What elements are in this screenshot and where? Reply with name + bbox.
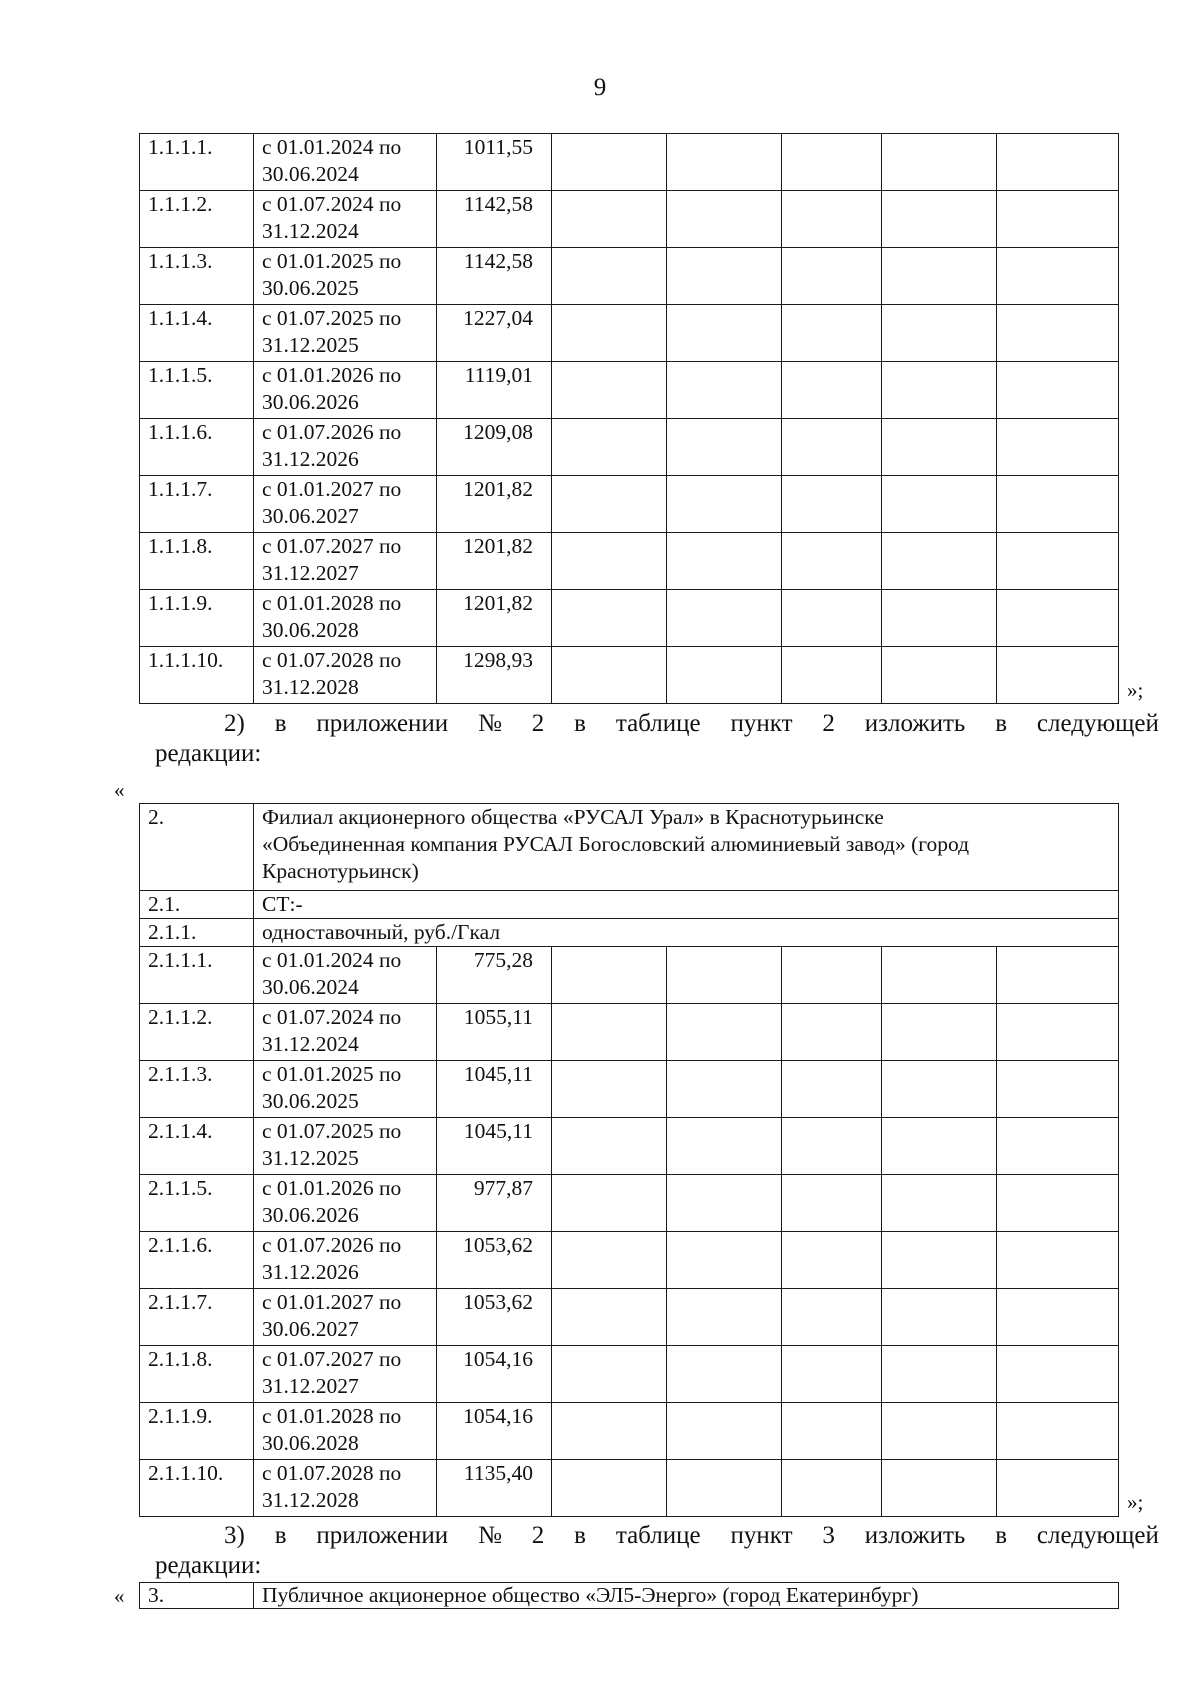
period-end: 30.06.2025 — [262, 1089, 359, 1113]
empty-cell — [782, 1460, 882, 1517]
empty-cell — [667, 947, 782, 1004]
period-start: с 01.07.2025 по — [262, 306, 402, 330]
period-end: 30.06.2025 — [262, 276, 359, 300]
table-row — [140, 419, 1119, 476]
period-cell — [254, 305, 437, 362]
period-cell — [254, 1118, 437, 1175]
table-2-subsection-row — [140, 891, 1119, 919]
tariff-table-3 — [139, 1582, 1119, 1609]
empty-cell — [782, 248, 882, 305]
period-end: 30.06.2024 — [262, 975, 359, 999]
empty-cell — [782, 590, 882, 647]
empty-cell — [667, 590, 782, 647]
row-number: 1.1.1.6. — [140, 419, 254, 476]
empty-cell — [997, 1175, 1119, 1232]
period-cell — [254, 1346, 437, 1403]
page-number: 9 — [593, 74, 607, 101]
empty-cell — [782, 1289, 882, 1346]
tariff-value: 1135,40 — [437, 1460, 552, 1517]
period-start: с 01.07.2024 по — [262, 192, 402, 216]
empty-cell — [667, 476, 782, 533]
period-cell — [254, 1004, 437, 1061]
paragraph-3-marker: 3) — [224, 1522, 245, 1549]
closing-quote-2: »; — [1127, 1490, 1144, 1514]
empty-cell — [882, 1403, 997, 1460]
paragraph-word: приложении — [316, 710, 449, 737]
table-row — [140, 1118, 1119, 1175]
tariff-value: 1201,82 — [437, 533, 552, 590]
table-row — [140, 248, 1119, 305]
empty-cell — [782, 191, 882, 248]
period-end: 31.12.2024 — [262, 1032, 359, 1056]
paragraph-2-line-2: редакции: — [155, 740, 262, 767]
empty-cell — [552, 533, 667, 590]
period-start: с 01.01.2024 по — [262, 135, 402, 159]
row-number: 1.1.1.4. — [140, 305, 254, 362]
empty-cell — [552, 1346, 667, 1403]
row-number: 2.1.1.7. — [140, 1289, 254, 1346]
empty-cell — [997, 305, 1119, 362]
empty-cell — [882, 248, 997, 305]
paragraph-word: следующей — [1036, 710, 1159, 737]
table-row — [140, 191, 1119, 248]
tariff-value: 1053,62 — [437, 1289, 552, 1346]
empty-cell — [997, 476, 1119, 533]
period-end: 30.06.2028 — [262, 618, 359, 642]
period-start: с 01.01.2026 по — [262, 363, 402, 387]
empty-cell — [997, 1403, 1119, 1460]
empty-cell — [552, 419, 667, 476]
tariff-value: 1011,55 — [437, 134, 552, 191]
paragraph-word: 2 — [531, 710, 545, 737]
table-row — [140, 134, 1119, 191]
tariff-value: 1298,93 — [437, 647, 552, 704]
paragraph-word: 2 — [531, 1522, 545, 1549]
empty-cell — [552, 1403, 667, 1460]
empty-cell — [882, 1460, 997, 1517]
row-number: 1.1.1.7. — [140, 476, 254, 533]
tariff-value: 1045,11 — [437, 1061, 552, 1118]
paragraph-word: № — [478, 710, 502, 737]
empty-cell — [782, 134, 882, 191]
empty-cell — [667, 1175, 782, 1232]
empty-cell — [782, 1232, 882, 1289]
paragraph-word: таблице — [615, 1522, 701, 1549]
empty-cell — [782, 1346, 882, 1403]
period-cell — [254, 1403, 437, 1460]
empty-cell — [552, 134, 667, 191]
empty-cell — [552, 1118, 667, 1175]
empty-cell — [997, 134, 1119, 191]
empty-cell — [882, 419, 997, 476]
period-end: 31.12.2027 — [262, 561, 359, 585]
row-number: 2.1.1.1. — [140, 947, 254, 1004]
empty-cell — [882, 362, 997, 419]
tariff-table-2 — [139, 946, 1119, 1517]
empty-cell — [552, 1460, 667, 1517]
period-end: 31.12.2026 — [262, 1260, 359, 1284]
period-start: с 01.01.2028 по — [262, 1404, 402, 1428]
empty-cell — [997, 1232, 1119, 1289]
period-cell — [254, 134, 437, 191]
empty-cell — [882, 1232, 997, 1289]
tariff-value: 1119,01 — [437, 362, 552, 419]
table-2-header-row — [140, 804, 1119, 891]
table-row — [140, 533, 1119, 590]
empty-cell — [997, 1346, 1119, 1403]
empty-cell — [782, 1004, 882, 1061]
empty-cell — [552, 947, 667, 1004]
empty-cell — [882, 1175, 997, 1232]
period-start: с 01.01.2026 по — [262, 1176, 402, 1200]
paragraph-2 — [155, 709, 1159, 769]
table-row — [140, 362, 1119, 419]
table-3-row — [140, 1583, 1119, 1609]
row-number: 1.1.1.1. — [140, 134, 254, 191]
period-end: 31.12.2026 — [262, 447, 359, 471]
period-end: 31.12.2028 — [262, 675, 359, 699]
empty-cell — [552, 647, 667, 704]
table-row — [140, 1004, 1119, 1061]
empty-cell — [882, 305, 997, 362]
table-3-num: 3. — [140, 1583, 254, 1609]
table-row — [140, 1175, 1119, 1232]
empty-cell — [667, 362, 782, 419]
empty-cell — [997, 419, 1119, 476]
empty-cell — [552, 1175, 667, 1232]
row-number: 2.1.1.5. — [140, 1175, 254, 1232]
period-cell — [254, 947, 437, 1004]
empty-cell — [782, 647, 882, 704]
row-number: 1.1.1.10. — [140, 647, 254, 704]
paragraph-3-line-2: редакции: — [155, 1552, 262, 1579]
empty-cell — [782, 1403, 882, 1460]
tariff-value: 977,87 — [437, 1175, 552, 1232]
empty-cell — [997, 1061, 1119, 1118]
row-number: 2.1.1.9. — [140, 1403, 254, 1460]
table-2-sub1-text: СТ:- — [254, 891, 1119, 919]
paragraph-word: изложить — [864, 710, 966, 737]
empty-cell — [882, 1346, 997, 1403]
empty-cell — [882, 1289, 997, 1346]
empty-cell — [782, 1118, 882, 1175]
row-number: 1.1.1.8. — [140, 533, 254, 590]
empty-cell — [667, 647, 782, 704]
tariff-value: 1055,11 — [437, 1004, 552, 1061]
row-number: 1.1.1.5. — [140, 362, 254, 419]
empty-cell — [782, 1175, 882, 1232]
empty-cell — [667, 419, 782, 476]
period-start: с 01.01.2025 по — [262, 249, 402, 273]
empty-cell — [882, 191, 997, 248]
period-start: с 01.07.2026 по — [262, 1233, 402, 1257]
empty-cell — [782, 947, 882, 1004]
empty-cell — [667, 1232, 782, 1289]
period-cell — [254, 533, 437, 590]
empty-cell — [882, 134, 997, 191]
period-cell — [254, 1289, 437, 1346]
empty-cell — [667, 248, 782, 305]
paragraph-word: в — [574, 710, 586, 737]
period-start: с 01.01.2027 по — [262, 1290, 402, 1314]
row-number: 2.1.1.8. — [140, 1346, 254, 1403]
tariff-value: 1054,16 — [437, 1403, 552, 1460]
paragraph-word: в — [995, 710, 1008, 737]
row-number: 2.1.1.2. — [140, 1004, 254, 1061]
period-end: 31.12.2027 — [262, 1374, 359, 1398]
empty-cell — [552, 191, 667, 248]
paragraph-word: в — [995, 1522, 1008, 1549]
empty-cell — [667, 1289, 782, 1346]
empty-cell — [552, 248, 667, 305]
row-number: 1.1.1.9. — [140, 590, 254, 647]
period-end: 30.06.2027 — [262, 504, 359, 528]
paragraph-2-line-1 — [155, 709, 1159, 739]
tariff-table-1 — [139, 133, 1119, 704]
period-end: 30.06.2024 — [262, 162, 359, 186]
empty-cell — [882, 1118, 997, 1175]
tariff-value: 1053,62 — [437, 1232, 552, 1289]
empty-cell — [552, 1232, 667, 1289]
period-start: с 01.01.2025 по — [262, 1062, 402, 1086]
empty-cell — [667, 1004, 782, 1061]
table-row — [140, 1460, 1119, 1517]
empty-cell — [552, 362, 667, 419]
opening-quote-2: « — [114, 778, 125, 802]
table-row — [140, 305, 1119, 362]
empty-cell — [997, 1460, 1119, 1517]
empty-cell — [997, 947, 1119, 1004]
paragraph-word: таблице — [615, 710, 701, 737]
table-row — [140, 1346, 1119, 1403]
table-row — [140, 1232, 1119, 1289]
table-row — [140, 590, 1119, 647]
period-start: с 01.07.2024 по — [262, 1005, 402, 1029]
period-end: 31.12.2025 — [262, 1146, 359, 1170]
period-cell — [254, 590, 437, 647]
empty-cell — [667, 134, 782, 191]
empty-cell — [552, 1004, 667, 1061]
table-2-header-text-line-1: Филиал акционерного общества «РУСАЛ Урал» в Краснотурьинске — [262, 805, 884, 829]
empty-cell — [782, 362, 882, 419]
tariff-value: 1201,82 — [437, 590, 552, 647]
paragraph-word: № — [478, 1522, 502, 1549]
empty-cell — [667, 1061, 782, 1118]
period-start: с 01.07.2027 по — [262, 534, 402, 558]
empty-cell — [997, 191, 1119, 248]
paragraph-word: в — [574, 1522, 586, 1549]
tariff-value: 1209,08 — [437, 419, 552, 476]
empty-cell — [997, 1289, 1119, 1346]
tariff-value: 1227,04 — [437, 305, 552, 362]
table-2-header-text — [254, 804, 1119, 891]
paragraph-word: пункт — [730, 710, 793, 737]
opening-quote-3: « — [114, 1584, 125, 1608]
empty-cell — [882, 476, 997, 533]
empty-cell — [667, 305, 782, 362]
paragraph-word: в — [274, 710, 287, 737]
empty-cell — [997, 533, 1119, 590]
empty-cell — [782, 533, 882, 590]
period-cell — [254, 248, 437, 305]
empty-cell — [997, 362, 1119, 419]
table-row — [140, 647, 1119, 704]
period-start: с 01.07.2027 по — [262, 1347, 402, 1371]
empty-cell — [882, 947, 997, 1004]
period-start: с 01.01.2027 по — [262, 477, 402, 501]
empty-cell — [667, 1460, 782, 1517]
table-2-sub2-num: 2.1.1. — [140, 919, 254, 947]
empty-cell — [882, 533, 997, 590]
empty-cell — [667, 1346, 782, 1403]
tariff-value: 1045,11 — [437, 1118, 552, 1175]
row-number: 2.1.1.4. — [140, 1118, 254, 1175]
table-row — [140, 1289, 1119, 1346]
empty-cell — [997, 647, 1119, 704]
period-start: с 01.07.2028 по — [262, 648, 402, 672]
table-2-header-text-line-3: Краснотурьинск) — [262, 859, 419, 883]
period-end: 30.06.2026 — [262, 1203, 359, 1227]
empty-cell — [997, 590, 1119, 647]
empty-cell — [552, 590, 667, 647]
period-start: с 01.07.2025 по — [262, 1119, 402, 1143]
table-2-header-num: 2. — [140, 804, 254, 891]
period-end: 31.12.2024 — [262, 219, 359, 243]
paragraph-3-line-1 — [155, 1521, 1159, 1551]
table-row — [140, 947, 1119, 1004]
tariff-value: 775,28 — [437, 947, 552, 1004]
period-end: 31.12.2025 — [262, 333, 359, 357]
tariff-value: 1054,16 — [437, 1346, 552, 1403]
table-2-header-text-line-2: «Объединенная компания РУСАЛ Богословский алюминиевый завод» (город — [262, 832, 970, 856]
table-2-subsection-row — [140, 919, 1119, 947]
row-number: 2.1.1.10. — [140, 1460, 254, 1517]
empty-cell — [667, 533, 782, 590]
empty-cell — [782, 305, 882, 362]
tariff-value: 1201,82 — [437, 476, 552, 533]
empty-cell — [782, 419, 882, 476]
empty-cell — [997, 248, 1119, 305]
empty-cell — [997, 1004, 1119, 1061]
empty-cell — [997, 1118, 1119, 1175]
empty-cell — [782, 476, 882, 533]
table-2-sub2-text: одноставочный, руб./Гкал — [254, 919, 1119, 947]
period-end: 30.06.2026 — [262, 390, 359, 414]
row-number: 2.1.1.3. — [140, 1061, 254, 1118]
period-end: 31.12.2028 — [262, 1488, 359, 1512]
paragraph-word: 3 — [822, 1522, 835, 1549]
empty-cell — [782, 1061, 882, 1118]
paragraph-2-marker: 2) — [224, 710, 245, 737]
empty-cell — [882, 590, 997, 647]
tariff-value: 1142,58 — [437, 191, 552, 248]
tariff-table-2-header — [139, 803, 1119, 947]
period-cell — [254, 1061, 437, 1118]
empty-cell — [667, 1118, 782, 1175]
table-row — [140, 1403, 1119, 1460]
period-start: с 01.07.2026 по — [262, 420, 402, 444]
period-start: с 01.07.2028 по — [262, 1461, 402, 1485]
paragraph-word: пункт — [730, 1522, 793, 1549]
table-2-sub1-num: 2.1. — [140, 891, 254, 919]
empty-cell — [882, 1004, 997, 1061]
table-3-text: Публичное акционерное общество «ЭЛ5-Энерго» (город Екатеринбург) — [254, 1583, 1119, 1609]
paragraph-word: 2 — [822, 710, 835, 737]
row-number: 1.1.1.2. — [140, 191, 254, 248]
period-cell — [254, 1232, 437, 1289]
table-row — [140, 476, 1119, 533]
period-start: с 01.01.2028 по — [262, 591, 402, 615]
period-cell — [254, 476, 437, 533]
period-end: 30.06.2028 — [262, 1431, 359, 1455]
period-end: 30.06.2027 — [262, 1317, 359, 1341]
tariff-value: 1142,58 — [437, 248, 552, 305]
paragraph-3 — [155, 1521, 1159, 1581]
empty-cell — [667, 191, 782, 248]
empty-cell — [552, 476, 667, 533]
empty-cell — [667, 1403, 782, 1460]
period-cell — [254, 1460, 437, 1517]
paragraph-word: приложении — [316, 1522, 449, 1549]
period-cell — [254, 1175, 437, 1232]
empty-cell — [552, 1061, 667, 1118]
period-cell — [254, 419, 437, 476]
period-start: с 01.01.2024 по — [262, 948, 402, 972]
closing-quote-1: »; — [1127, 678, 1144, 702]
period-cell — [254, 647, 437, 704]
empty-cell — [552, 305, 667, 362]
table-row — [140, 1061, 1119, 1118]
paragraph-word: в — [274, 1522, 287, 1549]
paragraph-word: изложить — [864, 1522, 966, 1549]
row-number: 1.1.1.3. — [140, 248, 254, 305]
period-cell — [254, 362, 437, 419]
empty-cell — [882, 1061, 997, 1118]
empty-cell — [552, 1289, 667, 1346]
row-number: 2.1.1.6. — [140, 1232, 254, 1289]
empty-cell — [882, 647, 997, 704]
paragraph-word: следующей — [1036, 1522, 1159, 1549]
period-cell — [254, 191, 437, 248]
